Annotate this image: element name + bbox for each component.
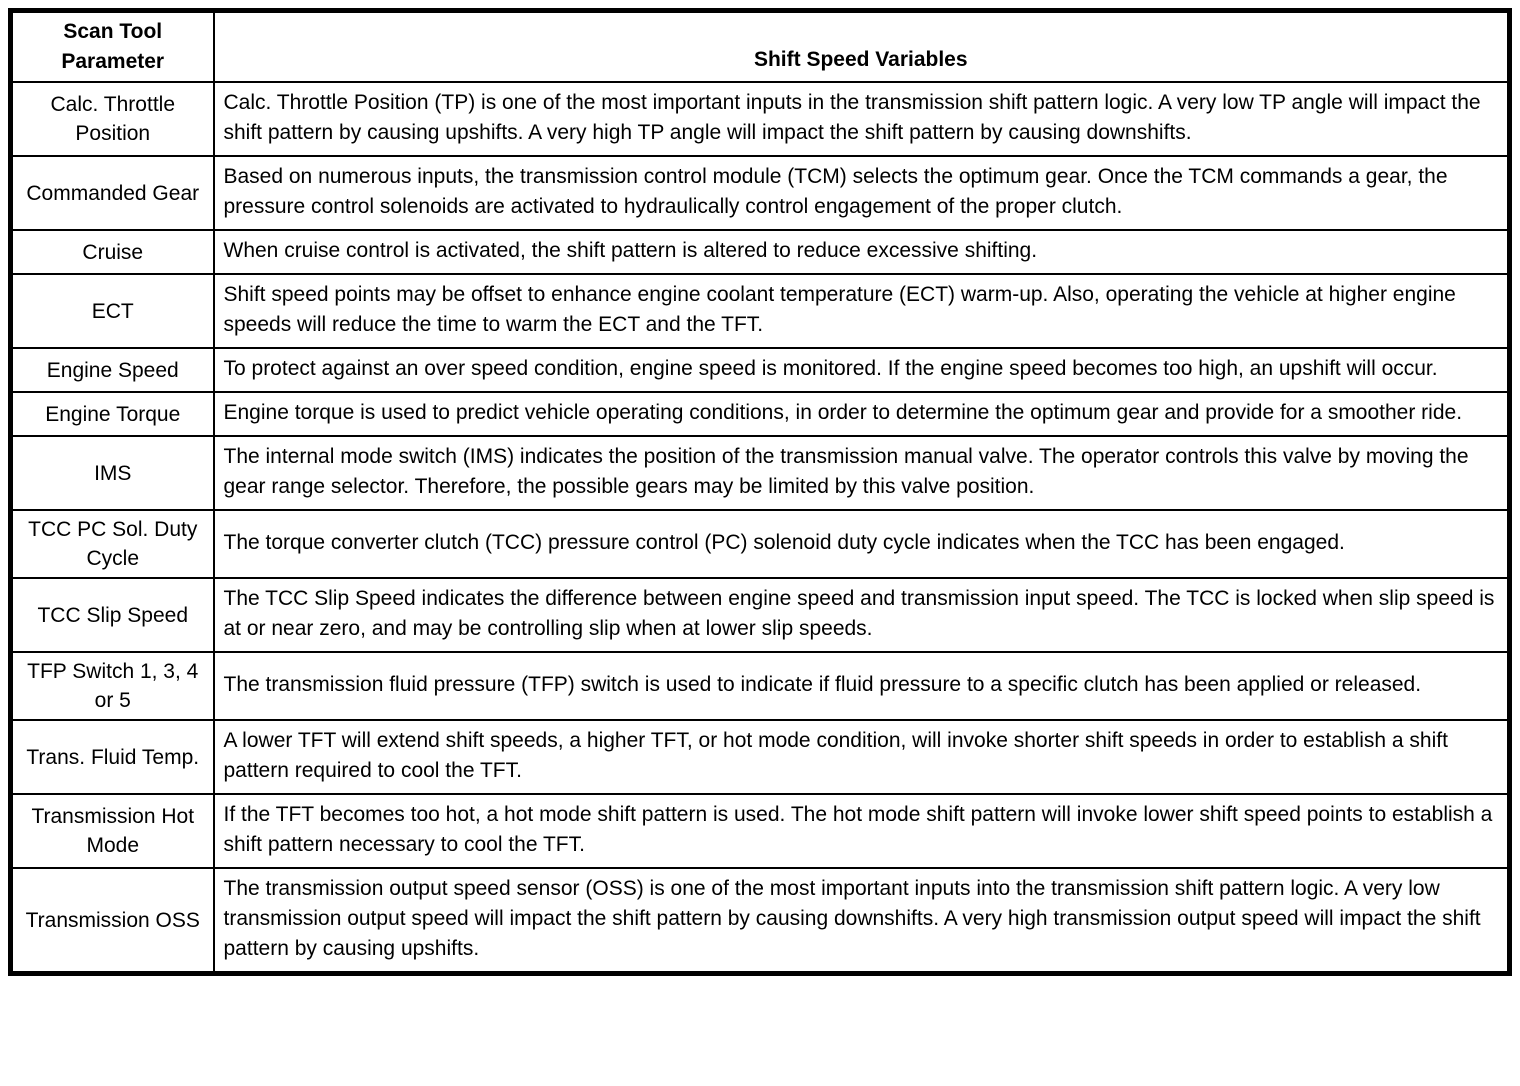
- param-cell: Calc. Throttle Position: [11, 82, 214, 156]
- table-row: [11, 82, 1510, 156]
- table-header-row: [11, 11, 1510, 83]
- desc-cell: The internal mode switch (IMS) indicates the position of the transmission manual valve. The operator controls this valve by moving the gear range selector. Therefore, the possible gears may be limited by this valve position.: [214, 436, 1510, 510]
- param-cell: Trans. Fluid Temp.: [11, 720, 214, 794]
- param-cell: Engine Torque: [11, 392, 214, 436]
- desc-cell: Calc. Throttle Position (TP) is one of the most important inputs in the transmission shift pattern logic. A very low TP angle will impact the shift pattern by causing upshifts. A very high TP angle will impact the shift pattern by causing downshifts.: [214, 82, 1510, 156]
- param-cell: Cruise: [11, 230, 214, 274]
- table-row: [11, 230, 1510, 274]
- desc-cell: The transmission output speed sensor (OSS) is one of the most important inputs into the transmission shift pattern logic. A very low transmission output speed will impact the shift pattern by causing downshifts. A very high transmission output speed will impact the shift pattern by causing upshifts.: [214, 868, 1510, 974]
- table-row: [11, 868, 1510, 974]
- table-row: [11, 274, 1510, 348]
- header-shift-speed-variables: Shift Speed Variables: [214, 11, 1510, 83]
- table-row: [11, 652, 1510, 720]
- table-row: [11, 794, 1510, 868]
- table-row: [11, 720, 1510, 794]
- table-row: [11, 156, 1510, 230]
- param-cell: Commanded Gear: [11, 156, 214, 230]
- param-cell: Transmission Hot Mode: [11, 794, 214, 868]
- param-cell: TCC Slip Speed: [11, 578, 214, 652]
- param-cell: Engine Speed: [11, 348, 214, 392]
- param-cell: TCC PC Sol. Duty Cycle: [11, 510, 214, 578]
- table-row: [11, 392, 1510, 436]
- desc-cell: The transmission fluid pressure (TFP) switch is used to indicate if fluid pressure to a specific clutch has been applied or released.: [214, 652, 1510, 720]
- param-cell: ECT: [11, 274, 214, 348]
- desc-cell: Based on numerous inputs, the transmission control module (TCM) selects the optimum gear. Once the TCM commands a gear, the pressure control solenoids are activated to hydraulically control engagement of the proper clutch.: [214, 156, 1510, 230]
- desc-cell: The TCC Slip Speed indicates the difference between engine speed and transmission input speed. The TCC is locked when slip speed is at or near zero, and may be controlling slip when at lower slip speeds.: [214, 578, 1510, 652]
- table-row: [11, 510, 1510, 578]
- desc-cell: Shift speed points may be offset to enhance engine coolant temperature (ECT) warm-up. Also, operating the vehicle at higher engine speeds will reduce the time to warm the ECT and the TFT.: [214, 274, 1510, 348]
- desc-cell: A lower TFT will extend shift speeds, a higher TFT, or hot mode condition, will invoke shorter shift speeds in order to establish a shift pattern required to cool the TFT.: [214, 720, 1510, 794]
- param-cell: IMS: [11, 436, 214, 510]
- header-scan-tool-parameter: Scan Tool Parameter: [11, 11, 214, 83]
- desc-cell: Engine torque is used to predict vehicle operating conditions, in order to determine the optimum gear and provide for a smoother ride.: [214, 392, 1510, 436]
- desc-cell: The torque converter clutch (TCC) pressure control (PC) solenoid duty cycle indicates when the TCC has been engaged.: [214, 510, 1510, 578]
- param-cell: TFP Switch 1, 3, 4 or 5: [11, 652, 214, 720]
- table-row: [11, 578, 1510, 652]
- desc-cell: If the TFT becomes too hot, a hot mode shift pattern is used. The hot mode shift pattern will invoke lower shift speed points to establish a shift pattern necessary to cool the TFT.: [214, 794, 1510, 868]
- param-cell: Transmission OSS: [11, 868, 214, 974]
- table-row: [11, 436, 1510, 510]
- desc-cell: To protect against an over speed condition, engine speed is monitored. If the engine speed becomes too high, an upshift will occur.: [214, 348, 1510, 392]
- table-row: [11, 348, 1510, 392]
- desc-cell: When cruise control is activated, the shift pattern is altered to reduce excessive shifting.: [214, 230, 1510, 274]
- scan-tool-parameter-table: [8, 8, 1512, 976]
